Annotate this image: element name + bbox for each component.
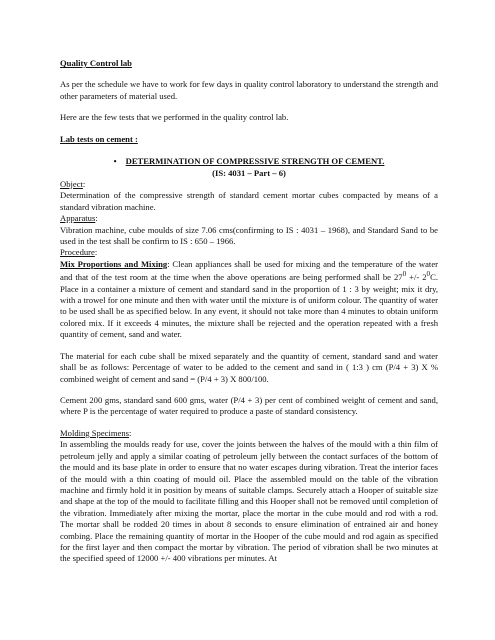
apparatus-heading: [60, 213, 438, 224]
degree-sup-2: 0: [426, 270, 431, 279]
page-title: Quality Control lab: [60, 58, 132, 68]
molding-colon: :: [129, 427, 132, 438]
object-text: Determination of the compressive strength of standard cement mortar cubes compacted by means of a standard vibration machine.: [60, 190, 438, 212]
molding-paragraph: In assembling the moulds ready for use, cover the joints between the halves of the mould with a thin film of petroleum jelly and apply a similar coating of petroleum jelly between the contact surfaces of the bottom of the mould and its base plate in order to ensure that no water escapes during vibration. Treat the interior faces of the mould with a thin coating of mould oil. Place the assembled mould on the table of the vibration machine and firmly hold it in position by means of suitable clamps. Securely attach a Hooper of suitable size and shape at the top of the mould to facilitate filling and this Hooper shall not be removed until completion of the vibration. Immediately after mixing the mortar, place the mortar in the cube mould and rod with a rod. The mortar shall be rodded 20 times in about 8 seconds to ensure elimination of entrained air and honey combing. Place the remaining quantity of mortar in the Hooper of the cube mould and rod again as specified for the first layer and then compact the mortar by vibration. The period of vibration shall be two minutes at the specified speed of 12000 +/- 400 vibrations per minutes. At: [60, 439, 438, 564]
mix-paragraph: [60, 259, 438, 341]
object-label: Object: [60, 178, 83, 189]
material-paragraph: The material for each cube shall be mixed separately and the quantity of cement, standard sand and water shall be as follows: Percentage of water to be added to the cement and sand in ( 1:3 ) cm (P/4 + 3) X % combined weight of cement and sand = (P/4 + 3) X 800/100.: [60, 350, 438, 384]
molding-label: Molding Specimens: [60, 427, 129, 438]
intro-paragraph: As per the schedule we have to work for few days in quality control laboratory to understand the strength and other parameters of material used.: [60, 79, 438, 101]
test-standard-code: (IS: 4031 – Part – 6): [212, 167, 286, 178]
test-title: DETERMINATION OF COMPRESSIVE STRENGTH OF CEMENT.: [125, 156, 385, 167]
cement-quantity-paragraph: Cement 200 gms, standard sand 600 gms, water (P/4 + 3) per cent of combined weight of cement and sand, where P is the percentage of water required to produce a paste of standard consistency.: [60, 394, 438, 417]
procedure-heading: [60, 247, 438, 258]
mix-text-c: C. Place in a container a mixture of cement and standard sand in the proportion of 1 : 3 by weight; mix it dry, with a trowel for one minute and then with water until the mixture is of uniform colour. The quantity of water to be used shall be as specified below. In any event, it should not take more than 4 minutes to obtain uniform colored mix. If it exceeds 4 minutes, the mixture shall be rejected and the operation repeated with a fresh quantity of cement, sand and water.: [60, 272, 438, 340]
degree-sup-1: 0: [402, 270, 407, 279]
procedure-colon: :: [94, 247, 98, 258]
apparatus-text: Vibration machine, cube moulds of size 7.06 cms(confirming to IS : 4031 – 1968), and Standard Sand to be used in the test shall be confirm to IS : 650 – 1966.: [60, 224, 438, 247]
mix-text-b: +/- 2: [406, 272, 427, 283]
mix-label: Mix Proportions and Mixing: [60, 258, 168, 269]
test-title-row: [60, 156, 438, 167]
procedure-label: Procedure: [60, 247, 95, 258]
molding-heading: [60, 428, 438, 439]
apparatus-label: Apparatus: [60, 213, 96, 224]
object-colon: :: [82, 178, 86, 189]
tests-intro: Here are the few tests that we performed in the quality control lab.: [60, 112, 289, 123]
bullet-icon: •: [113, 156, 117, 167]
object-heading: [60, 179, 438, 190]
section-heading-cement: Lab tests on cement :: [60, 133, 138, 144]
apparatus-colon: :: [95, 213, 98, 224]
mix-text-a: : Clean appliances shall be used for mixing and the temperature of the water and that of the test room at the time when the above operations are being performed shall be 27: [60, 258, 438, 283]
document-page: [60, 58, 438, 565]
